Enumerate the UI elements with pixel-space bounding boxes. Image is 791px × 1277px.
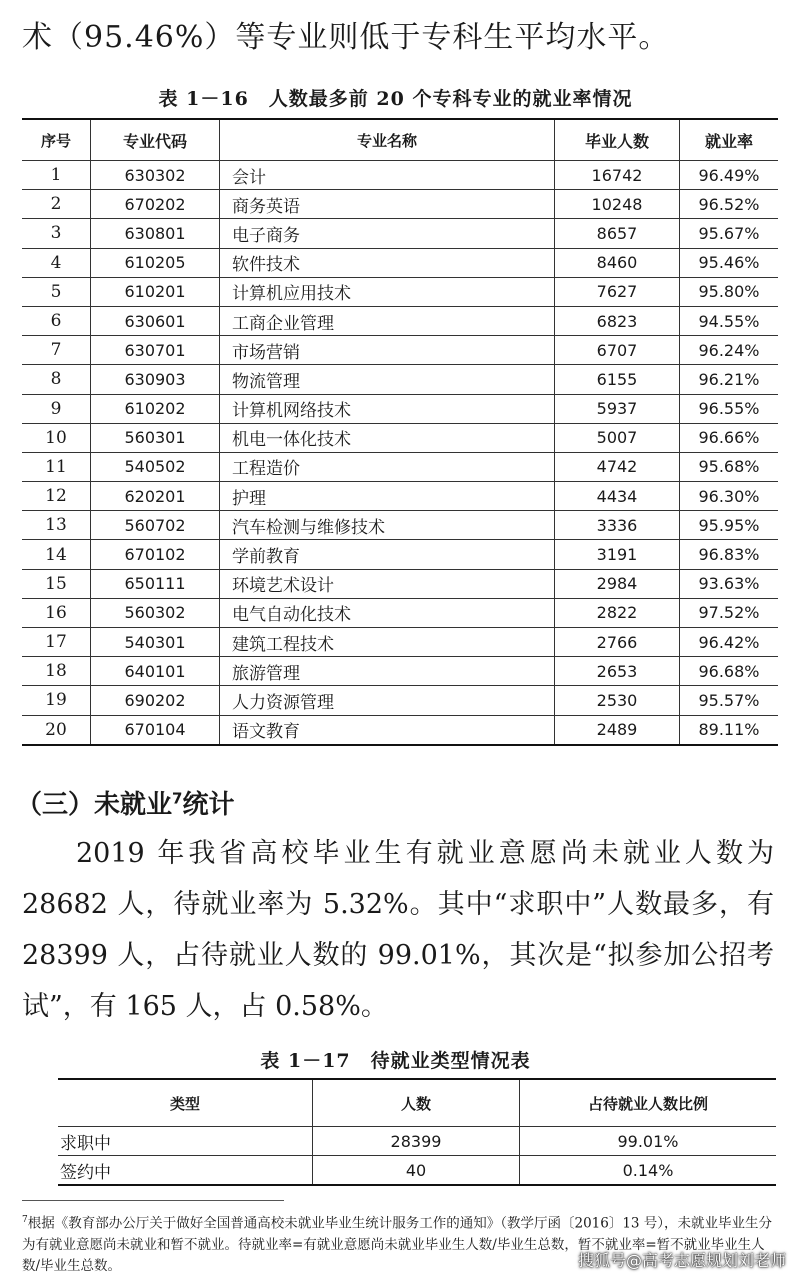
body-paragraph: 2019 年我省高校毕业生有就业意愿尚未就业人数为 28682 人，待就业率为 5.32%。其中“求职中”人数最多，有 28399 人，占待就业人数的 99.01%，其次是“拟参加公招考试”，有 165 人，占 0.58%。	[22, 838, 774, 1022]
header-graduates: 毕业人数	[555, 119, 680, 161]
major-name: 旅游管理	[220, 657, 555, 686]
employment-rate: 94.55%	[680, 306, 779, 335]
table-row	[22, 511, 778, 540]
major-code: 650111	[91, 569, 220, 598]
table-row	[22, 394, 778, 423]
employment-rate: 96.83%	[680, 540, 779, 569]
header-name: 专业名称	[220, 119, 555, 161]
graduate-count: 4434	[555, 482, 680, 511]
row-index: 14	[22, 540, 91, 569]
table-row	[22, 277, 778, 306]
row-index: 10	[22, 423, 91, 452]
major-code: 540502	[91, 452, 220, 481]
employment-rate: 95.57%	[680, 686, 779, 715]
major-name: 环境艺术设计	[220, 569, 555, 598]
row-index: 7	[22, 336, 91, 365]
major-name: 工程造价	[220, 452, 555, 481]
pending-employment-table	[58, 1078, 776, 1186]
graduate-count: 2766	[555, 628, 680, 657]
table-row	[22, 628, 778, 657]
pending-ratio: 99.01%	[520, 1127, 777, 1156]
major-name: 电子商务	[220, 219, 555, 248]
row-index: 15	[22, 569, 91, 598]
employment-rate: 95.80%	[680, 277, 779, 306]
pending-count: 40	[313, 1156, 520, 1186]
header-rate: 就业率	[680, 119, 779, 161]
major-code: 620201	[91, 482, 220, 511]
graduate-count: 3336	[555, 511, 680, 540]
graduate-count: 3191	[555, 540, 680, 569]
table-row	[22, 248, 778, 277]
employment-rate: 96.66%	[680, 423, 779, 452]
major-name: 建筑工程技术	[220, 628, 555, 657]
graduate-count: 2530	[555, 686, 680, 715]
graduate-count: 8657	[555, 219, 680, 248]
major-code: 540301	[91, 628, 220, 657]
table-row	[22, 715, 778, 745]
row-index: 6	[22, 306, 91, 335]
table-row	[58, 1156, 776, 1186]
major-name: 机电一体化技术	[220, 423, 555, 452]
row-index: 19	[22, 686, 91, 715]
employment-rate: 93.63%	[680, 569, 779, 598]
employment-rate: 97.52%	[680, 598, 779, 627]
graduate-count: 5937	[555, 394, 680, 423]
table-row	[22, 219, 778, 248]
pending-ratio: 0.14%	[520, 1156, 777, 1186]
row-index: 20	[22, 715, 91, 745]
table-row	[22, 598, 778, 627]
employment-rate: 96.42%	[680, 628, 779, 657]
table-row	[22, 306, 778, 335]
employment-rate: 95.67%	[680, 219, 779, 248]
header-index: 序号	[22, 119, 91, 161]
major-code: 630302	[91, 161, 220, 190]
row-index: 12	[22, 482, 91, 511]
row-index: 11	[22, 452, 91, 481]
major-code: 610202	[91, 394, 220, 423]
row-index: 9	[22, 394, 91, 423]
graduate-count: 8460	[555, 248, 680, 277]
major-name: 商务英语	[220, 190, 555, 219]
table-row	[22, 657, 778, 686]
graduate-count: 2822	[555, 598, 680, 627]
employment-rate: 95.46%	[680, 248, 779, 277]
employment-rate: 96.68%	[680, 657, 779, 686]
section-heading-tail: 统计	[182, 790, 235, 820]
footnote-text: 根据《教育部办公厅关于做好全国普通高校未就业毕业生统计服务工作的通知》（教学厅函〔2016〕13 号），未就业毕业生分为有就业意愿尚未就业和暂不就业。待就业率=有就业意愿尚未就业毕业生人数/毕业生总数，暂不就业率=暂不就业毕业生人数/毕业生总数。	[22, 1215, 773, 1274]
graduate-count: 6823	[555, 306, 680, 335]
major-name: 人力资源管理	[220, 686, 555, 715]
table-row	[22, 365, 778, 394]
employment-rate: 96.30%	[680, 482, 779, 511]
employment-rate: 96.49%	[680, 161, 779, 190]
row-index: 17	[22, 628, 91, 657]
major-code: 610205	[91, 248, 220, 277]
graduate-count: 6707	[555, 336, 680, 365]
major-code: 630801	[91, 219, 220, 248]
footnote-divider	[22, 1200, 284, 1201]
header-type: 类型	[58, 1079, 313, 1127]
major-name: 软件技术	[220, 248, 555, 277]
section-heading-text: （三）未就业	[16, 790, 173, 820]
employment-rate: 95.95%	[680, 511, 779, 540]
row-index: 8	[22, 365, 91, 394]
major-code: 670202	[91, 190, 220, 219]
graduate-count: 10248	[555, 190, 680, 219]
table-row	[22, 482, 778, 511]
table-row	[22, 569, 778, 598]
table-row	[22, 686, 778, 715]
major-name: 工商企业管理	[220, 306, 555, 335]
header-ratio: 占待就业人数比例	[520, 1079, 777, 1127]
table-row	[22, 423, 778, 452]
row-index: 18	[22, 657, 91, 686]
row-index: 1	[22, 161, 91, 190]
row-index: 13	[22, 511, 91, 540]
row-index: 3	[22, 219, 91, 248]
employment-rate: 89.11%	[680, 715, 779, 745]
major-code: 560702	[91, 511, 220, 540]
major-employment-table	[22, 118, 778, 746]
major-name: 市场营销	[220, 336, 555, 365]
table-row	[22, 540, 778, 569]
table-row	[22, 161, 778, 190]
graduate-count: 5007	[555, 423, 680, 452]
employment-rate: 96.21%	[680, 365, 779, 394]
pending-type: 求职中	[58, 1127, 313, 1156]
table-row	[22, 190, 778, 219]
major-name: 学前教育	[220, 540, 555, 569]
graduate-count: 2653	[555, 657, 680, 686]
row-index: 4	[22, 248, 91, 277]
table-row	[58, 1127, 776, 1156]
major-code: 630701	[91, 336, 220, 365]
section-heading	[16, 784, 234, 821]
major-name: 会计	[220, 161, 555, 190]
employment-rate: 96.55%	[680, 394, 779, 423]
table-header-row	[22, 119, 778, 161]
employment-rate: 96.52%	[680, 190, 779, 219]
footnote-ref: 7	[172, 789, 183, 808]
header-count: 人数	[313, 1079, 520, 1127]
major-name: 物流管理	[220, 365, 555, 394]
pending-type: 签约中	[58, 1156, 313, 1186]
graduate-count: 6155	[555, 365, 680, 394]
graduate-count: 16742	[555, 161, 680, 190]
major-code: 630601	[91, 306, 220, 335]
major-name: 计算机应用技术	[220, 277, 555, 306]
major-name: 计算机网络技术	[220, 394, 555, 423]
major-code: 640101	[91, 657, 220, 686]
graduate-count: 4742	[555, 452, 680, 481]
major-code: 560302	[91, 598, 220, 627]
major-name: 电气自动化技术	[220, 598, 555, 627]
employment-rate: 95.68%	[680, 452, 779, 481]
major-code: 610201	[91, 277, 220, 306]
row-index: 2	[22, 190, 91, 219]
pending-count: 28399	[313, 1127, 520, 1156]
row-index: 16	[22, 598, 91, 627]
table1-caption: 表 1－16 人数最多前 20 个专科专业的就业率情况	[158, 88, 633, 110]
major-code: 560301	[91, 423, 220, 452]
employment-rate: 96.24%	[680, 336, 779, 365]
table-header-row	[58, 1079, 776, 1127]
footnote-marker: 7	[22, 1215, 28, 1225]
major-code: 670104	[91, 715, 220, 745]
major-code: 630903	[91, 365, 220, 394]
table2-caption: 表 1－17 待就业类型情况表	[260, 1050, 531, 1072]
major-name: 护理	[220, 482, 555, 511]
major-code: 690202	[91, 686, 220, 715]
graduate-count: 2984	[555, 569, 680, 598]
major-name: 语文教育	[220, 715, 555, 745]
graduate-count: 2489	[555, 715, 680, 745]
row-index: 5	[22, 277, 91, 306]
watermark: 搜狐号@高考志愿规划刘老师	[578, 1251, 787, 1270]
table-row	[22, 336, 778, 365]
table-row	[22, 452, 778, 481]
major-code: 670102	[91, 540, 220, 569]
major-name: 汽车检测与维修技术	[220, 511, 555, 540]
graduate-count: 7627	[555, 277, 680, 306]
intro-line: 术（95.46%）等专业则低于专科生平均水平。	[22, 20, 670, 55]
header-code: 专业代码	[91, 119, 220, 161]
